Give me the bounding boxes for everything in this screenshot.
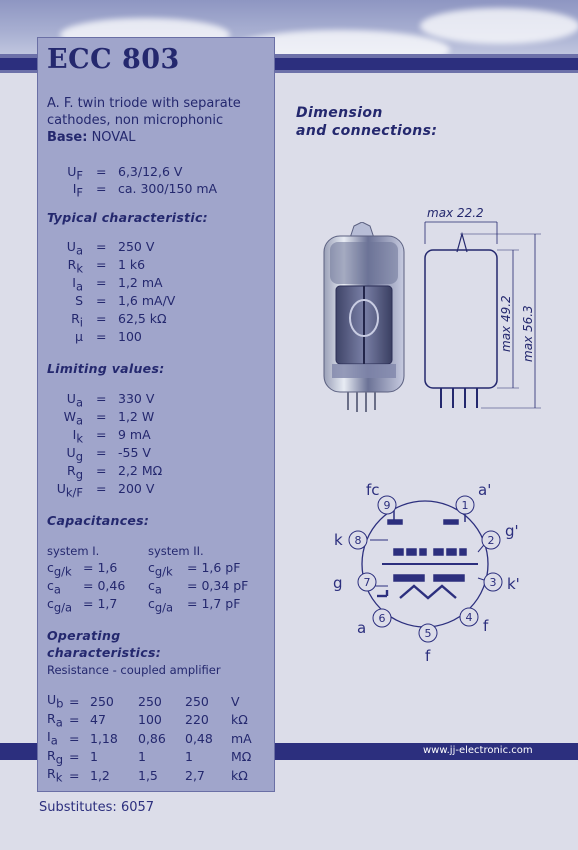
cap-symbol: $c_{g/a}$ [148,596,174,615]
spec-row [47,164,267,182]
limiting-heading: Limiting values: [47,361,165,376]
base-label: Base: [47,130,88,145]
table-row: $I_a$ = 1,18 0,86 0,48 mA [47,729,252,748]
spec-equals: = [96,164,107,179]
svg-text:2: 2 [487,534,495,547]
capacitances-heading: Capacitances: [47,513,150,528]
operating-table [47,692,252,785]
cap-symbol: $c_{g/k}$ [47,560,72,579]
cap-value: = 0,34 pF [187,578,249,593]
spec-symbol: $U_F$ [67,164,83,183]
cap-symbol: $c_{g/k}$ [148,560,173,579]
pin-label-f-5: f [425,647,431,665]
svg-text:5: 5 [424,627,432,640]
body-height-label: max 49.2 [499,295,513,352]
cap-symbol: $c_{g/a}$ [47,596,73,615]
spec-row: $R_i$ = 62,5 kΩ [71,311,167,330]
pin-label-k: k [334,531,343,549]
pin-label-a: a [357,619,367,637]
cap-value: = 1,7 [83,596,118,611]
pin-diagram [328,478,538,668]
pin-label-g: g [333,574,343,592]
cloud [420,8,578,44]
spec-row: μ = 100 [75,329,142,344]
pin-label-a-prime: a' [478,481,492,499]
pin-label-k-prime: k' [507,575,520,593]
dimension-drawing [415,200,545,415]
cap-value: = 0,46 [83,578,126,593]
spec-row: $U_a$ = 250 V [66,239,155,258]
dimension-heading: Dimension and connections: [296,105,438,139]
table-row: $R_a$ = 47 100 220 kΩ [47,710,248,729]
spec-value: ca. 300/150 mA [118,181,218,196]
pin-label-fc: fc [366,481,380,499]
description [47,95,272,146]
table-row: $U_b$ = 250 250 250 V [47,692,240,711]
website-url[interactable]: www.jj-electronic.com [423,745,533,756]
spec-row: $I_k$ = 9 mA [72,427,151,446]
svg-text:4: 4 [465,611,473,624]
pin-label-f-4: f [483,617,489,635]
cap-value: = 1,6 [83,560,118,575]
total-height-label: max 56.3 [521,305,535,362]
operating-heading: Operating characteristics: [47,628,162,660]
pin-8 [349,531,367,549]
spec-row: $R_g$ = 2,2 MΩ [67,463,163,482]
spec-value: 6,3/12,6 V [118,164,183,179]
table-row: $R_k$ = 1,2 1,5 2,7 kΩ [47,766,248,785]
spec-row: $U_a$ = 330 V [66,391,155,410]
svg-text:3: 3 [489,576,497,589]
tube-photo [318,222,410,412]
pin-4 [460,608,478,626]
spec-row [47,181,267,199]
substitutes-note: Substitutes: 6057 [39,800,155,815]
svg-text:8: 8 [354,534,362,547]
spec-row: $I_a$ = 1,2 mA [72,275,163,294]
spec-row: $W_a$ = 1,2 W [63,409,155,428]
cap-value: = 1,7 pF [187,596,241,611]
spec-row: S = 1,6 mA/V [75,293,176,308]
width-label: max 22.2 [427,206,484,220]
typical-heading: Typical characteristic: [47,210,208,225]
spec-symbol: $I_F$ [72,181,83,200]
pin-2 [482,531,500,549]
cap-symbol: $c_a$ [148,578,162,597]
system-one-label: system I. [47,544,100,558]
spec-row: $U_{k/F}$ = 200 V [56,481,155,500]
pin-3 [484,573,502,591]
description-text: A. F. twin triode with separate cathodes, non microphonic [47,96,241,128]
svg-text:6: 6 [378,612,386,625]
svg-text:9: 9 [383,499,391,512]
svg-text:1: 1 [461,499,469,512]
pin-9 [378,496,396,514]
specs-panel [37,37,275,792]
spec-row: $R_k$ = 1 k6 [67,257,146,276]
svg-text:7: 7 [363,576,371,589]
operating-subtitle: Resistance - coupled amplifier [47,663,221,677]
pin-7 [358,573,376,591]
spec-equals: = [96,181,107,196]
tube-outline [425,250,497,388]
cap-value: = 1,6 pF [187,560,241,575]
pin-label-g-prime: g' [505,522,519,540]
pin-1 [456,496,474,514]
spec-row: $U_g$ = -55 V [66,445,151,464]
pin-5 [419,624,437,642]
page-title: ECC 803 [47,44,180,75]
pin-6 [373,609,391,627]
cap-symbol: $c_a$ [47,578,61,597]
table-row: $R_g$ = 1 1 1 MΩ [47,747,252,766]
base-value: NOVAL [91,130,136,145]
system-two-label: system II. [148,544,204,558]
